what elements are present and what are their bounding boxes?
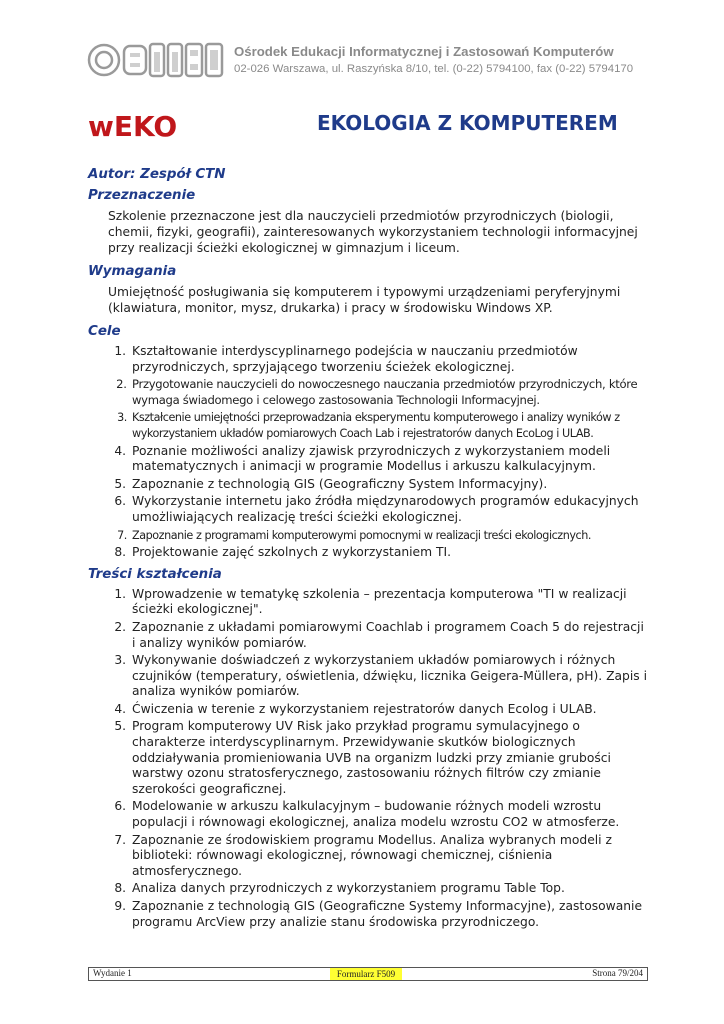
list-item: 3. Kształcenie umiejętności przeprowadzania eksperymentu komputerowego i analizy wyników z wykorzystaniem układów pomiarowych Coach Lab i rejestratorów danych EcoLog i ULAB.: [130, 410, 648, 441]
list-item: 3. Wykonywanie doświadczeń z wykorzystaniem układów pomiarowych i różnych czujników (temperatury, oświetlenia, dźwięku, licznika Geigera-Müllera, pH). Zapis i analiza wyników pomiarów.: [130, 653, 648, 700]
course-title: EKOLOGIA Z KOMPUTEREM: [317, 111, 618, 135]
section-heading-tresci: Treści kształcenia: [88, 566, 222, 582]
list-item: 4. Poznanie możliwości analizy zjawisk przyrodniczych z wykorzystaniem modeli matematycznych i animacji w programie Modellus i arkuszu kalkulacyjnym.: [130, 444, 648, 475]
section-text-wymagania: Umiejętność posługiwania się komputerem i typowymi urządzeniami peryferyjnymi (klawiatura, monitor, mysz, drukarka) i pracy w środowisku Windows XP.: [108, 285, 621, 315]
page-header: [86, 38, 646, 84]
list-item: 7. Zapoznanie z programami komputerowymi pomocnymi w realizacji treści ekologicznych.: [130, 528, 648, 544]
list-item: 6. Wykorzystanie internetu jako źródła międzynarodowych programów edukacyjnych umożliwiających realizację treści ścieżki ekologicznej.: [130, 494, 648, 525]
course-code: wEKO: [88, 110, 178, 143]
footer-page-number: Strona 79/204: [592, 968, 643, 978]
author: Autor: Zespół CTN: [88, 167, 226, 182]
section-heading-wymagania: Wymagania: [88, 264, 177, 279]
footer-form-number: Formularz F509: [330, 968, 402, 980]
list-item: 2. Przygotowanie nauczycieli do nowoczesnego nauczania przedmiotów przyrodniczych, które wymaga świadomego i celowego zastosowania Technologii Informacyjnej.: [130, 377, 648, 408]
list-item: 6. Modelowanie w arkuszu kalkulacyjnym – budowanie różnych modeli wzrostu populacji i równowagi ekologicznej, analiza modelu wzrostu CO2 w atmosferze.: [130, 799, 648, 830]
section-heading-przeznaczenie: Przeznaczenie: [88, 188, 196, 203]
list-item: 4. Ćwiczenia w terenie z wykorzystaniem rejestratorów danych Ecolog i ULAB.: [130, 702, 648, 718]
tresci-list: [88, 587, 648, 930]
list-item: 7. Zapoznanie ze środowiskiem programu Modellus. Analiza wybranych modeli z biblioteki: równowagi ekologicznej, równowagi chemicznej, ciśnienia atmosferycznego.: [130, 833, 648, 880]
section-heading-cele: Cele: [88, 324, 121, 339]
section-text-przeznaczenie: Szkolenie przeznaczone jest dla nauczycieli przedmiotów przyrodniczych (biologii, chemii, fizyki, geografii), zainteresowanych wykorzystaniem technologii informacyjnej przy realizacji ścieżki ekologicznej w gimnazjum i liceum.: [108, 209, 638, 255]
list-item: 5. Program komputerowy UV Risk jako przykład programu symulacyjnego o charakterze interdyscyplinarnym. Przewidywanie skutków biologicznych oddziaływania promieniowania UVB na organizm ludzki przy zmianie grubości warstwy ozonu stratosferycznego, zastosowaniu różnych filtrów czy zmianie szerokości geograficznej.: [130, 719, 648, 797]
list-item: 5. Zapoznanie z technologią GIS (Geograficzny System Informacyjny).: [130, 477, 648, 493]
list-item: 8. Analiza danych przyrodniczych z wykorzystaniem programu Table Top.: [130, 881, 648, 897]
page-footer: [88, 967, 648, 981]
list-item: 1. Wprowadzenie w tematykę szkolenia – prezentacja komputerowa "TI w realizacji ścieżki ekologicznej".: [130, 587, 648, 618]
org-name: Ośrodek Edukacji Informatycznej i Zastosowań Komputerów: [234, 44, 614, 59]
cele-list: [88, 344, 648, 561]
footer-edition: Wydanie 1: [93, 968, 132, 978]
list-item: 8. Projektowanie zajęć szkolnych z wykorzystaniem TI.: [130, 545, 648, 561]
document-body: [88, 166, 648, 932]
org-address: 02-026 Warszawa, ul. Raszyńska 8/10, tel. (0-22) 5794100, fax (0-22) 5794170: [234, 63, 634, 75]
list-item: 1. Kształtowanie interdyscyplinarnego podejścia w nauczaniu przedmiotów przyrodniczych, sprzyjającego tworzeniu ścieżek ekologicznej.: [130, 344, 648, 375]
list-item: 2. Zapoznanie z układami pomiarowymi Coachlab i programem Coach 5 do rejestracji i analizy wyników pomiarów.: [130, 620, 648, 651]
oeiizk-logo: [86, 38, 226, 82]
list-item: 9. Zapoznanie z technologią GIS (Geograficzne Systemy Informacyjne), zastosowanie programu ArcView przy analizie stanu środowiska przyrodniczego.: [130, 899, 648, 930]
